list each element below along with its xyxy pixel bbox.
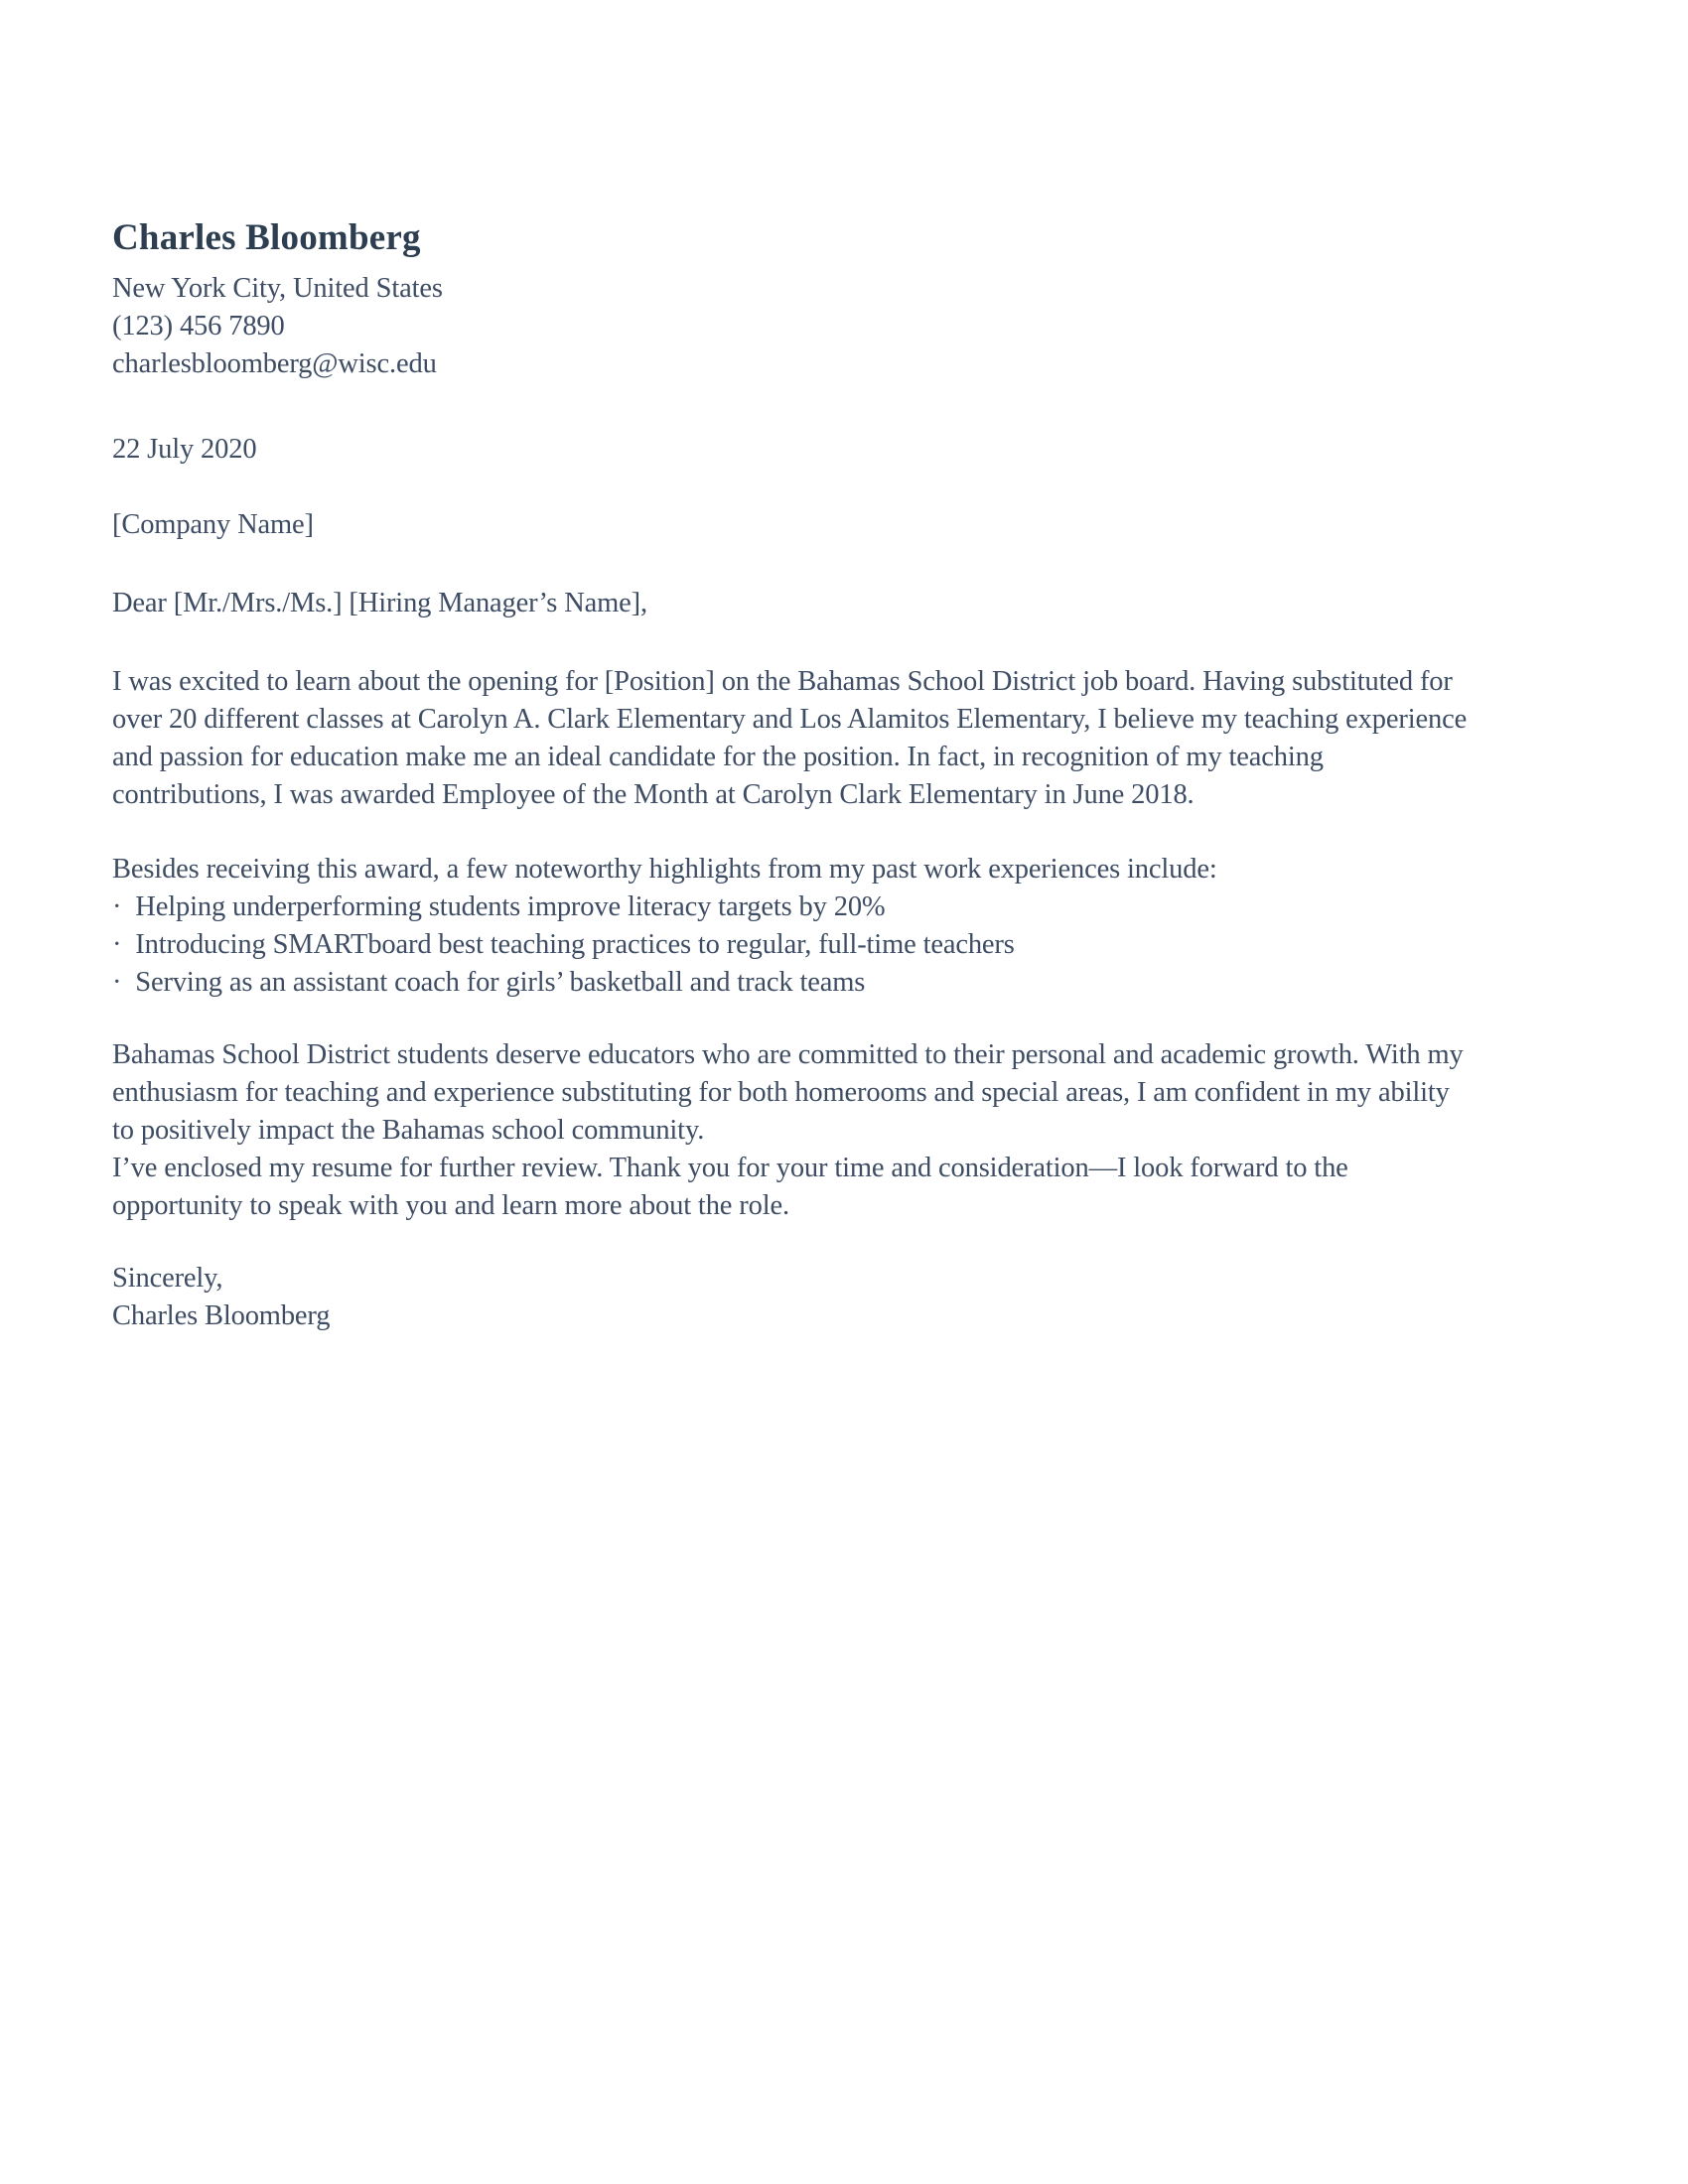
paragraph-introduction bbox=[112, 663, 1631, 814]
text-line: · Helping underperforming students improve literacy targets by 20% bbox=[112, 891, 886, 922]
letter-date: 22 July 2020 bbox=[112, 434, 257, 465]
signoff-block bbox=[112, 1260, 1631, 1335]
text-line: contributions, I was awarded Employee of the Month at Carolyn Clark Elementary in June 2018. bbox=[112, 779, 1195, 810]
text-line: · Serving as an assistant coach for girls’ basketball and track teams bbox=[112, 967, 866, 998]
text-line: Besides receiving this award, a few noteworthy highlights from my past work experiences include: bbox=[112, 854, 1217, 885]
text-line: · Introducing SMARTboard best teaching practices to regular, full-time teachers bbox=[112, 929, 1015, 960]
sender-email: charlesbloomberg@wisc.edu bbox=[112, 348, 437, 379]
text-line: enthusiasm for teaching and experience substituting for both homerooms and special areas, I am confident in my ability bbox=[112, 1077, 1450, 1108]
closing-phrase: Sincerely, bbox=[112, 1263, 223, 1294]
letter-content bbox=[112, 216, 1631, 1335]
text-line: I was excited to learn about the opening for [Position] on the Bahamas School District job board. Having substituted for bbox=[112, 666, 1453, 697]
text-line: Bahamas School District students deserve educators who are committed to their personal and academic growth. With my bbox=[112, 1039, 1464, 1070]
paragraph-highlights-list bbox=[112, 851, 1631, 1002]
paragraph-closing-pitch bbox=[112, 1036, 1631, 1225]
text-line: over 20 different classes at Carolyn A. Clark Elementary and Los Alamitos Elementary, I believe my teaching experience bbox=[112, 704, 1468, 735]
text-line: I’ve enclosed my resume for further review. Thank you for your time and consideration—I look forward to the bbox=[112, 1153, 1348, 1183]
sender-phone: (123) 456 7890 bbox=[112, 311, 285, 341]
text-line: to positively impact the Bahamas school community. bbox=[112, 1115, 705, 1146]
recipient-company-placeholder: [Company Name] bbox=[112, 509, 314, 540]
sender-name: Charles Bloomberg bbox=[112, 217, 421, 258]
sender-location: New York City, United States bbox=[112, 273, 443, 304]
text-line: and passion for education make me an ideal candidate for the position. In fact, in recognition of my teaching bbox=[112, 742, 1324, 772]
text-line: opportunity to speak with you and learn more about the role. bbox=[112, 1190, 789, 1221]
sender-contact-block bbox=[112, 270, 1631, 383]
signature-name: Charles Bloomberg bbox=[112, 1300, 331, 1331]
salutation: Dear [Mr./Mrs./Ms.] [Hiring Manager’s Name], bbox=[112, 588, 647, 618]
